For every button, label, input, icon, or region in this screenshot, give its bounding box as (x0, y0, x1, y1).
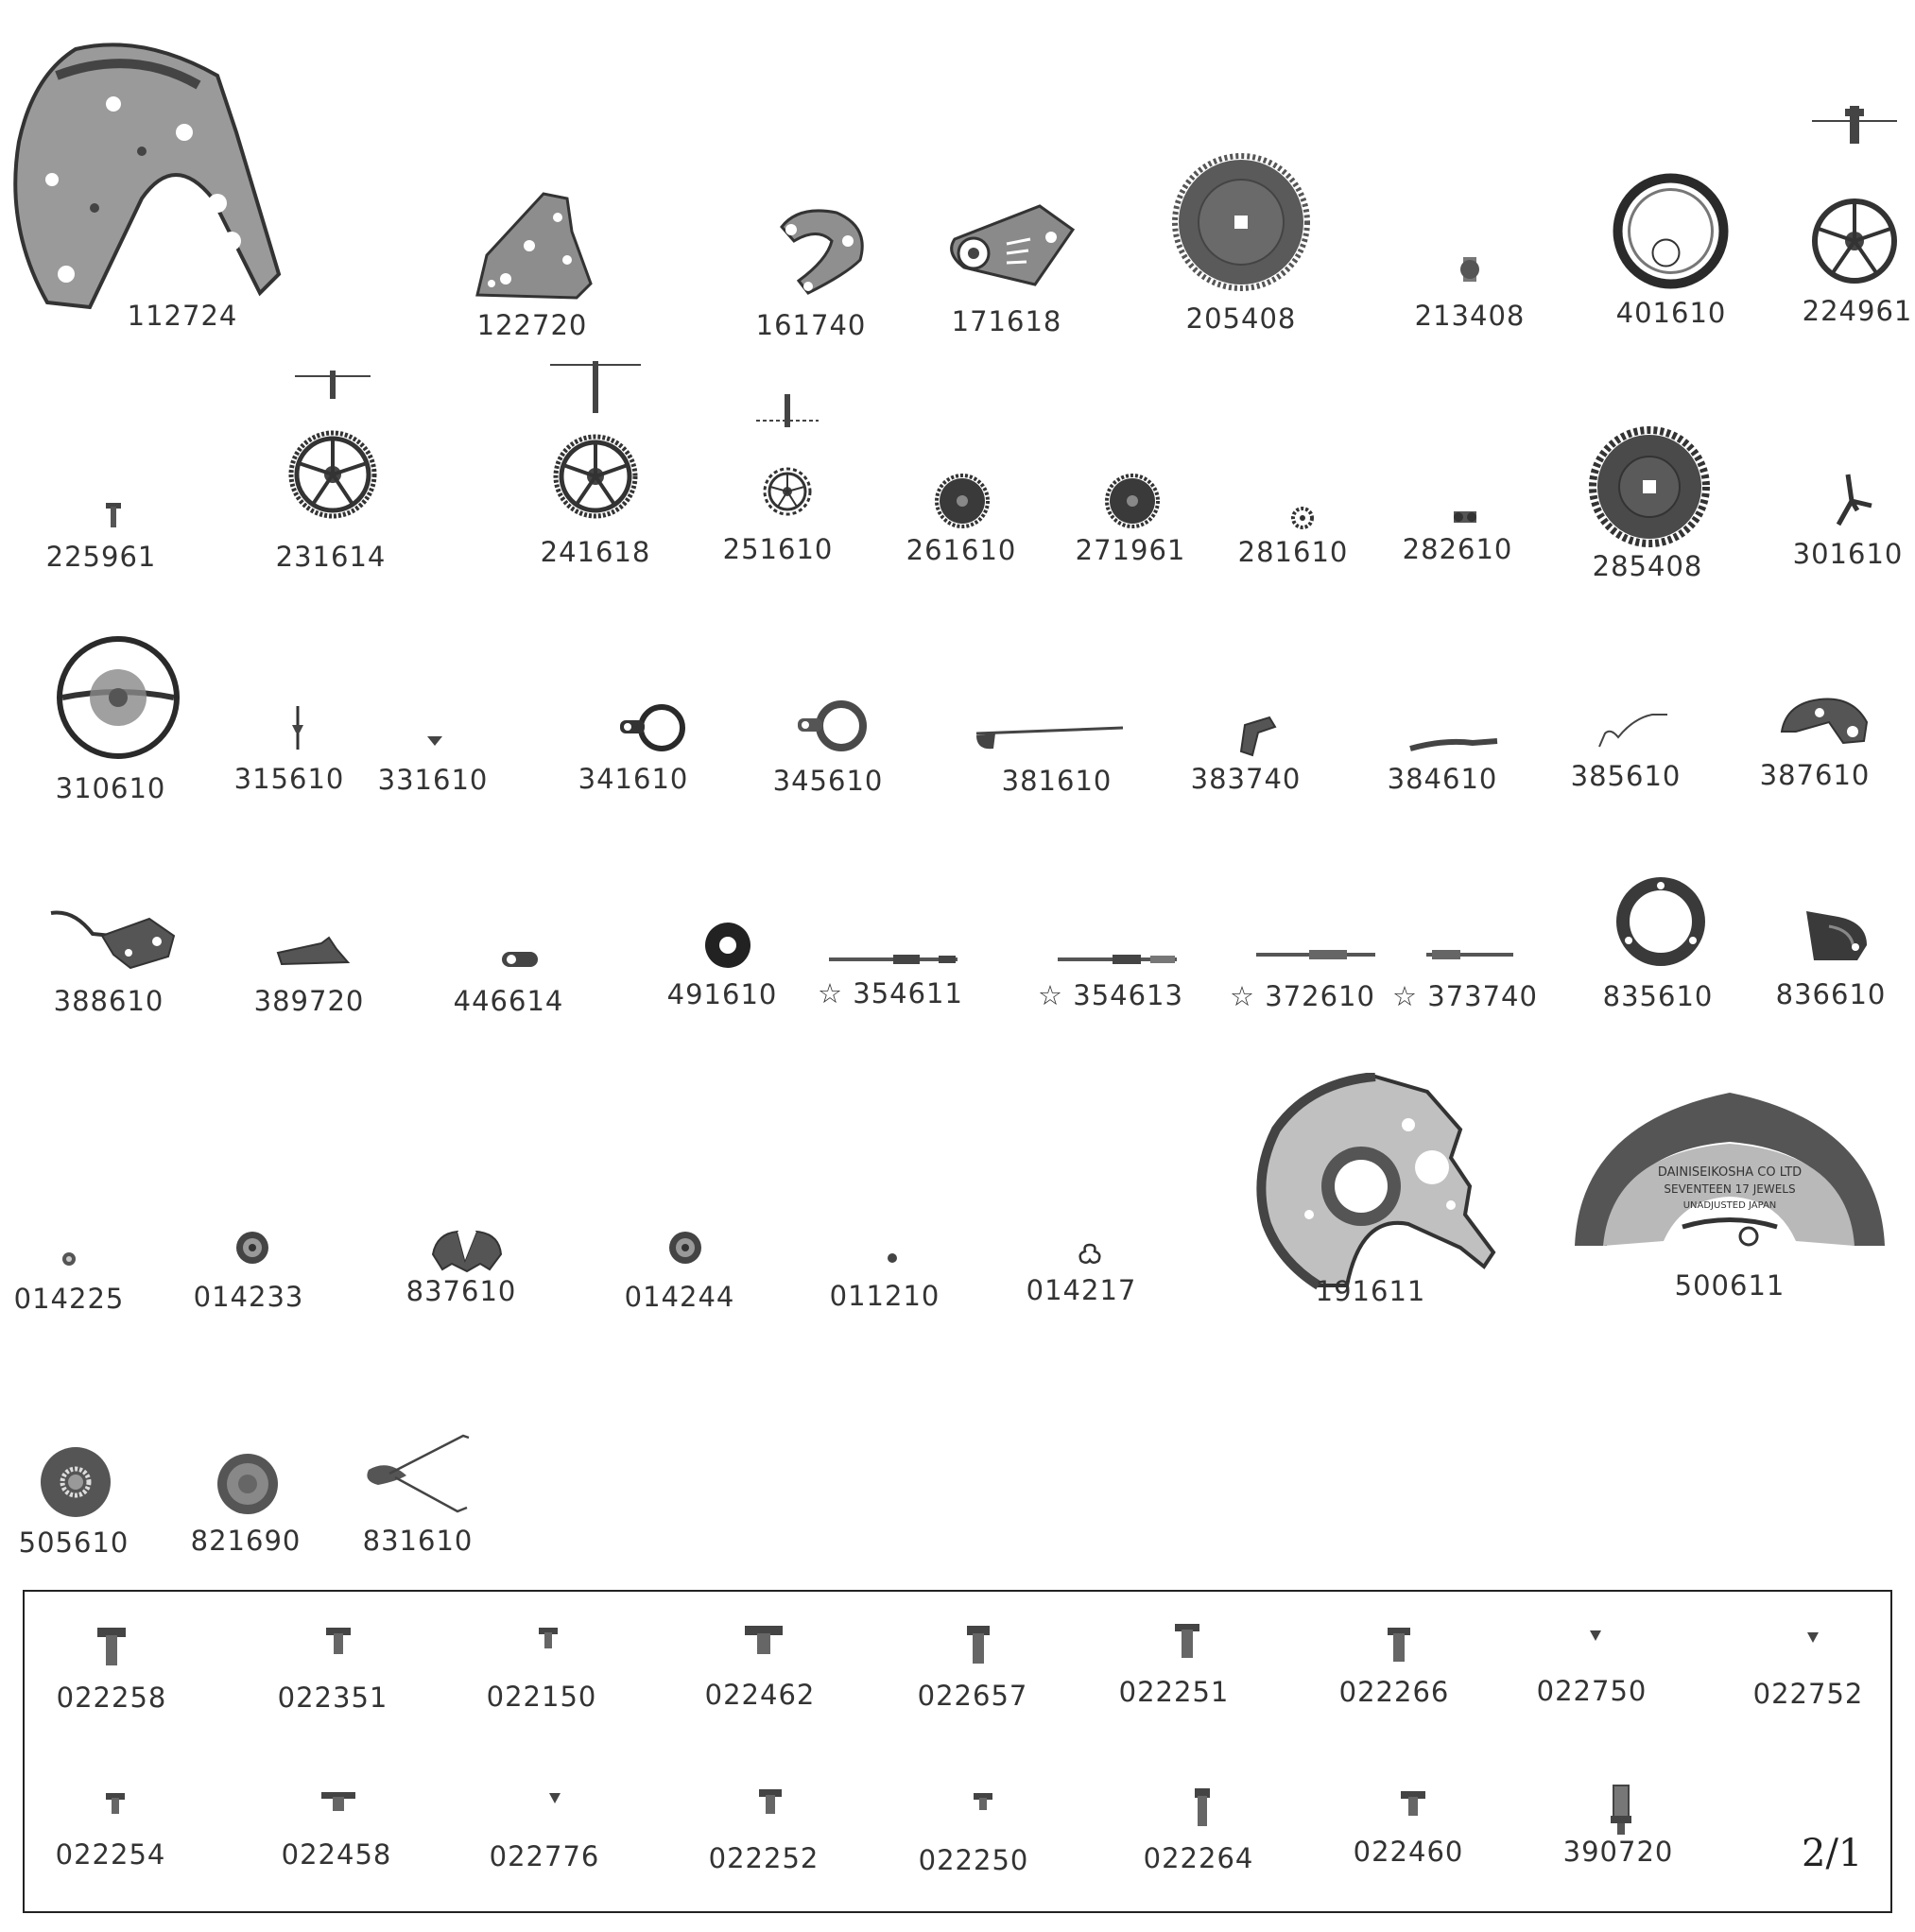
part-372610 (1230, 955, 1375, 1012)
part-code-starred: ☆ 354611 (818, 977, 963, 1009)
part-310610 (55, 698, 166, 804)
clip-icon (498, 948, 542, 971)
screw-icon (95, 1626, 128, 1667)
pallet-fork-icon (1829, 473, 1876, 529)
part-code: 310610 (55, 772, 166, 804)
wheel-icon (1807, 104, 1902, 302)
part-code: 383740 (1190, 763, 1302, 795)
part-code: 281610 (1237, 536, 1349, 568)
part-code: 500611 (1674, 1269, 1786, 1302)
part-code-starred: ☆ 354613 (1038, 979, 1183, 1011)
star-mark: ☆ (1230, 980, 1256, 1012)
part-code: 282610 (1402, 533, 1513, 565)
part-code: 231614 (275, 541, 387, 573)
screw-390720 (1562, 1810, 1674, 1868)
disc-icon (215, 1451, 281, 1517)
small-gear-icon (934, 473, 991, 529)
part-011210 (829, 1258, 940, 1312)
lever-icon (770, 203, 874, 298)
part-014225 (13, 1259, 125, 1315)
part-code: 387610 (1759, 759, 1871, 791)
part-354613 (1038, 959, 1183, 1011)
screw-icon (1173, 1622, 1201, 1660)
part-205408 (1185, 222, 1297, 335)
screw-022458 (281, 1802, 392, 1871)
screw-icon (1399, 1789, 1427, 1818)
part-code: 381610 (1001, 765, 1113, 797)
pinion-icon (1456, 255, 1484, 284)
screw-022254 (55, 1803, 166, 1871)
trefoil-icon (1076, 1242, 1104, 1267)
part-code: 224961 (1802, 295, 1913, 327)
part-code: 014244 (624, 1281, 735, 1313)
part-381610 (1001, 735, 1113, 797)
part-code: 388610 (53, 985, 164, 1017)
screw-code: 022462 (704, 1679, 816, 1711)
part-code: 014225 (13, 1283, 125, 1315)
part-code: 341610 (578, 763, 689, 795)
part-161740 (755, 250, 867, 341)
part-code: 112724 (127, 300, 238, 332)
part-code: 835610 (1602, 980, 1714, 1012)
screw-code: 022351 (277, 1682, 388, 1714)
pinion-disc-icon (38, 1444, 113, 1520)
part-315610 (233, 728, 345, 795)
part-225961 (45, 515, 157, 573)
part-code: 122720 (476, 309, 588, 341)
stem-icon (827, 952, 959, 967)
screw-icon (324, 1626, 353, 1656)
part-331610 (377, 740, 489, 796)
screw-icon (537, 1626, 560, 1650)
ring-icon (1613, 173, 1731, 291)
part-836610 (1775, 936, 1887, 1010)
screw-code: 022252 (708, 1842, 819, 1874)
part-285408 (1592, 487, 1703, 582)
part-code: 505610 (18, 1527, 129, 1559)
stem-icon (1056, 952, 1179, 967)
wire-spring-icon (1596, 709, 1671, 756)
screw-022266 (1338, 1645, 1450, 1708)
screw-022462 (704, 1640, 816, 1711)
screw-022752 (1752, 1637, 1864, 1710)
stem-icon (1424, 948, 1515, 961)
part-373740 (1392, 955, 1538, 1012)
part-code: 821690 (190, 1525, 302, 1557)
part-code: 831610 (362, 1525, 474, 1557)
part-261610 (906, 501, 1017, 566)
screw-code: 022250 (918, 1844, 1029, 1876)
part-code: 241618 (540, 536, 651, 568)
screw-icon (104, 1791, 127, 1816)
part-301610 (1792, 501, 1904, 570)
part-389720 (253, 952, 365, 1017)
spring-icon (1406, 735, 1501, 754)
screw-code: 022657 (917, 1680, 1028, 1712)
screw-icon (548, 1791, 561, 1804)
escape-wheel-icon (754, 392, 820, 525)
part-171618 (951, 244, 1062, 337)
part-354611 (818, 959, 963, 1009)
screw-icon (972, 1791, 994, 1812)
part-code: 285408 (1592, 550, 1703, 582)
part-code: 261610 (906, 534, 1017, 566)
part-code: 385610 (1570, 760, 1682, 792)
part-821690 (190, 1484, 302, 1557)
part-code: 251610 (722, 533, 834, 565)
rotor-engraving-3: UNADJUSTED JAPAN (1682, 1200, 1777, 1211)
wheel-icon (285, 369, 380, 520)
star-mark: ☆ (1392, 980, 1419, 1012)
pin-icon (1609, 1784, 1633, 1837)
part-code: 191611 (1315, 1275, 1426, 1307)
small-lever-icon (274, 936, 350, 968)
gear-icon (1588, 425, 1711, 548)
screw-icon (1386, 1626, 1412, 1664)
screw-icon (757, 1787, 784, 1816)
jewel-icon (666, 1229, 704, 1267)
part-401610 (1615, 232, 1727, 329)
ring-icon (1613, 874, 1708, 969)
screw-022351 (277, 1641, 388, 1714)
part-282610 (1402, 517, 1513, 565)
screw-icon (319, 1790, 357, 1813)
lever-spring-icon (45, 907, 178, 974)
screw-code: 022460 (1353, 1836, 1464, 1868)
part-122720 (476, 246, 588, 341)
part-500611 (1657, 1165, 1803, 1302)
part-505610 (18, 1482, 129, 1559)
screw-022776 (489, 1798, 600, 1872)
part-383740 (1190, 735, 1302, 795)
screw-code: 022458 (281, 1838, 392, 1871)
part-code: 014217 (1026, 1274, 1137, 1306)
wire-spring-icon (359, 1432, 473, 1517)
part-014244 (624, 1248, 735, 1313)
part-code: 213408 (1414, 300, 1526, 332)
part-837610 (405, 1250, 517, 1307)
screw-code: 022251 (1118, 1676, 1230, 1708)
screw-icon (1806, 1630, 1820, 1644)
washer-icon (702, 920, 753, 971)
part-code: 331610 (377, 764, 489, 796)
bridge-plate-icon (0, 38, 284, 312)
part-112724 (127, 175, 238, 332)
part-code: 837610 (405, 1275, 517, 1307)
part-code: 225961 (45, 541, 157, 573)
part-code: 315610 (233, 763, 345, 795)
main-plate-icon (1252, 1073, 1498, 1290)
part-014217 (1026, 1254, 1137, 1306)
bridge-icon (473, 189, 595, 302)
jewel-icon (60, 1250, 78, 1268)
screw-code: 022266 (1338, 1676, 1450, 1708)
screw-022251 (1118, 1641, 1230, 1708)
screw-code: 022776 (489, 1840, 600, 1872)
screw-icon (104, 501, 123, 529)
star-mark: ☆ (818, 977, 844, 1009)
part-213408 (1414, 269, 1526, 332)
clamp-icon (429, 1226, 505, 1273)
part-271961 (1075, 501, 1186, 566)
screw-code: 022150 (486, 1681, 597, 1713)
screw-022252 (708, 1802, 819, 1874)
tiny-part-icon (425, 733, 444, 748)
rotor-icon (1569, 1085, 1890, 1255)
screw-code: 390720 (1562, 1836, 1674, 1868)
part-code: 491610 (666, 978, 778, 1010)
scale-indicator: 2/1 (1802, 1832, 1863, 1875)
regulator-icon (945, 201, 1078, 286)
spring-lever-icon (967, 716, 1128, 754)
screw-icon (1589, 1629, 1602, 1642)
part-341610 (578, 728, 689, 795)
part-code: 389720 (253, 985, 365, 1017)
part-code: 446614 (453, 985, 564, 1017)
screw-icon (743, 1624, 785, 1656)
part-code: 384610 (1387, 763, 1498, 795)
part-835610 (1602, 922, 1714, 1012)
screw-icon (1193, 1786, 1212, 1828)
tiny-gear-icon (1290, 506, 1315, 530)
tiny-part-icon (1451, 506, 1479, 528)
rotor-engraving-1: DAINISEIKOSHA CO LTD (1657, 1165, 1803, 1180)
screw-022460 (1353, 1803, 1464, 1868)
part-384610 (1387, 745, 1498, 795)
small-bridge-icon (1801, 907, 1871, 964)
screw-code: 022752 (1752, 1678, 1864, 1710)
small-gear-icon (1104, 473, 1161, 529)
screw-code: 022254 (55, 1838, 166, 1871)
gear-icon (1170, 151, 1312, 293)
screw-code: 022750 (1536, 1675, 1648, 1707)
part-code: 205408 (1185, 302, 1297, 335)
screw-022150 (486, 1638, 597, 1713)
screw-022657 (917, 1645, 1028, 1712)
part-code: 301610 (1792, 538, 1904, 570)
part-code-starred: ☆ 373740 (1392, 980, 1538, 1012)
clip-ring-icon (614, 699, 690, 756)
part-code: 345610 (772, 765, 884, 797)
screw-022250 (918, 1802, 1029, 1876)
part-231614 (275, 444, 387, 573)
jewel-icon (233, 1229, 271, 1267)
screw-022264 (1143, 1807, 1254, 1874)
part-code: 271961 (1075, 534, 1186, 566)
wheel-icon (548, 359, 643, 520)
part-code: 171618 (951, 305, 1062, 337)
part-491610 (666, 945, 778, 1010)
bridge-icon (1777, 694, 1872, 747)
jewel-icon (886, 1251, 899, 1265)
part-251610 (722, 458, 834, 565)
part-387610 (1759, 720, 1871, 791)
part-code: 011210 (829, 1280, 940, 1312)
balance-wheel-icon (55, 634, 181, 761)
part-code: 161740 (755, 309, 867, 341)
stem-icon (1254, 948, 1377, 961)
part-code: 401610 (1615, 297, 1727, 329)
screw-code: 022264 (1143, 1842, 1254, 1874)
part-code: 014233 (193, 1281, 304, 1313)
part-014233 (193, 1248, 304, 1313)
screw-code: 022258 (56, 1682, 167, 1714)
star-mark: ☆ (1038, 979, 1064, 1011)
part-code: 836610 (1775, 978, 1887, 1010)
rotor-engraving-2: SEVENTEEN 17 JEWELS (1664, 1182, 1796, 1196)
part-code-starred: ☆ 372610 (1230, 980, 1375, 1012)
staff-icon (288, 704, 307, 751)
clip-ring-icon (794, 698, 870, 754)
part-446614 (453, 959, 564, 1017)
small-lever-icon (1232, 714, 1279, 757)
part-345610 (772, 726, 884, 797)
screw-icon (965, 1624, 992, 1665)
